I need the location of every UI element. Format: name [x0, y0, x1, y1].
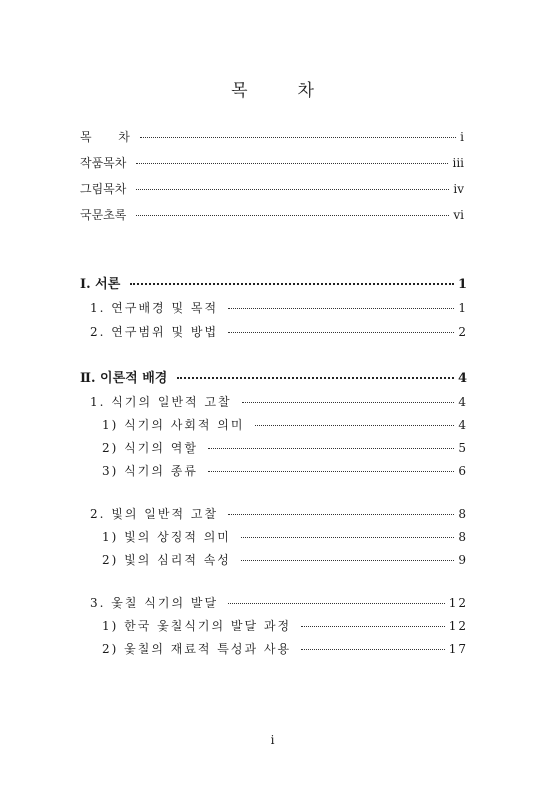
toc-entry-front-figures[interactable] — [80, 180, 464, 197]
toc-subsection[interactable] — [102, 640, 468, 657]
dot-leader — [241, 536, 454, 538]
toc-label: 목 차 — [80, 130, 130, 144]
dot-leader — [136, 214, 449, 216]
dot-leader — [130, 282, 454, 285]
toc-chapter-2[interactable] — [80, 367, 467, 386]
dot-leader — [228, 307, 454, 309]
toc-section[interactable] — [90, 299, 468, 316]
toc-page: iv — [453, 182, 464, 196]
toc-label: 1) 한국 옻칠식기의 발달 과정 — [102, 619, 292, 633]
toc-entry-front-works[interactable] — [80, 154, 464, 171]
toc-label: 3. 옻칠 식기의 발달 — [90, 596, 219, 610]
dot-leader — [136, 162, 448, 164]
toc-label: 1. 연구배경 및 목적 — [90, 301, 219, 315]
toc-chapter-1[interactable] — [80, 273, 467, 292]
toc-page: 1 — [457, 277, 467, 292]
toc-page: iii — [452, 156, 464, 170]
dot-leader — [301, 625, 445, 627]
page-number: i — [270, 733, 275, 747]
toc-page: 8 — [458, 530, 468, 544]
toc-page: 4 — [458, 395, 468, 409]
toc-page: i — [460, 130, 464, 144]
toc-page: 6 — [458, 464, 468, 478]
toc-subsection[interactable] — [102, 416, 468, 433]
dot-leader — [255, 424, 455, 426]
toc-label: 2. 빛의 일반적 고찰 — [90, 507, 219, 521]
dot-leader — [208, 447, 454, 449]
toc-page: vi — [453, 208, 464, 222]
toc-page: 1 — [458, 301, 468, 315]
toc-chapter-title: Ⅱ. 이론적 배경 — [80, 371, 168, 386]
dot-leader — [140, 136, 456, 138]
toc-label: 2) 빛의 심리적 속성 — [102, 553, 231, 567]
page-title — [0, 76, 545, 101]
toc-page: 12 — [448, 596, 468, 610]
toc-page: 17 — [448, 642, 468, 656]
toc-label: 1) 빛의 상징적 의미 — [102, 530, 231, 544]
dot-leader — [136, 188, 449, 190]
toc-page: 4 — [458, 418, 468, 432]
toc-label: 3) 식기의 종류 — [102, 464, 198, 478]
toc-page: 12 — [448, 619, 468, 633]
toc-section[interactable] — [90, 594, 468, 611]
dot-leader — [177, 376, 454, 379]
dot-leader — [301, 648, 445, 650]
toc-page: 5 — [458, 441, 468, 455]
toc-subsection[interactable] — [102, 439, 468, 456]
dot-leader — [228, 331, 454, 333]
toc-label: 국문초록 — [80, 208, 127, 222]
dot-leader — [228, 513, 454, 515]
toc-page: 4 — [457, 371, 467, 386]
toc-page: 9 — [458, 553, 468, 567]
toc-entry-front-abstract[interactable] — [80, 206, 464, 223]
toc-label: 작품목차 — [80, 156, 127, 170]
toc-label: 1) 식기의 사회적 의미 — [102, 418, 245, 432]
dot-leader — [208, 470, 454, 472]
title-part-2: 차 — [297, 81, 314, 101]
toc-label: 그림목차 — [80, 182, 127, 196]
toc-label: 1. 식기의 일반적 고찰 — [90, 395, 232, 409]
dot-leader — [228, 602, 445, 604]
toc-section[interactable] — [90, 505, 468, 522]
toc-section[interactable] — [90, 323, 468, 340]
toc-section[interactable] — [90, 393, 468, 410]
toc-subsection[interactable] — [102, 617, 468, 634]
toc-subsection[interactable] — [102, 551, 468, 568]
toc-label: 2) 식기의 역할 — [102, 441, 198, 455]
toc-subsection[interactable] — [102, 528, 468, 545]
toc-page: 2 — [458, 325, 468, 339]
toc-subsection[interactable] — [102, 462, 468, 479]
toc-chapter-title: Ⅰ. 서론 — [80, 277, 121, 292]
dot-leader — [242, 401, 455, 403]
toc-entry-front-contents[interactable] — [80, 128, 464, 145]
title-part-1: 목 — [231, 81, 248, 101]
toc-label: 2. 연구범위 및 방법 — [90, 325, 219, 339]
dot-leader — [241, 559, 454, 561]
toc-label: 2) 옻칠의 재료적 특성과 사용 — [102, 642, 292, 656]
toc-page: 8 — [458, 507, 468, 521]
